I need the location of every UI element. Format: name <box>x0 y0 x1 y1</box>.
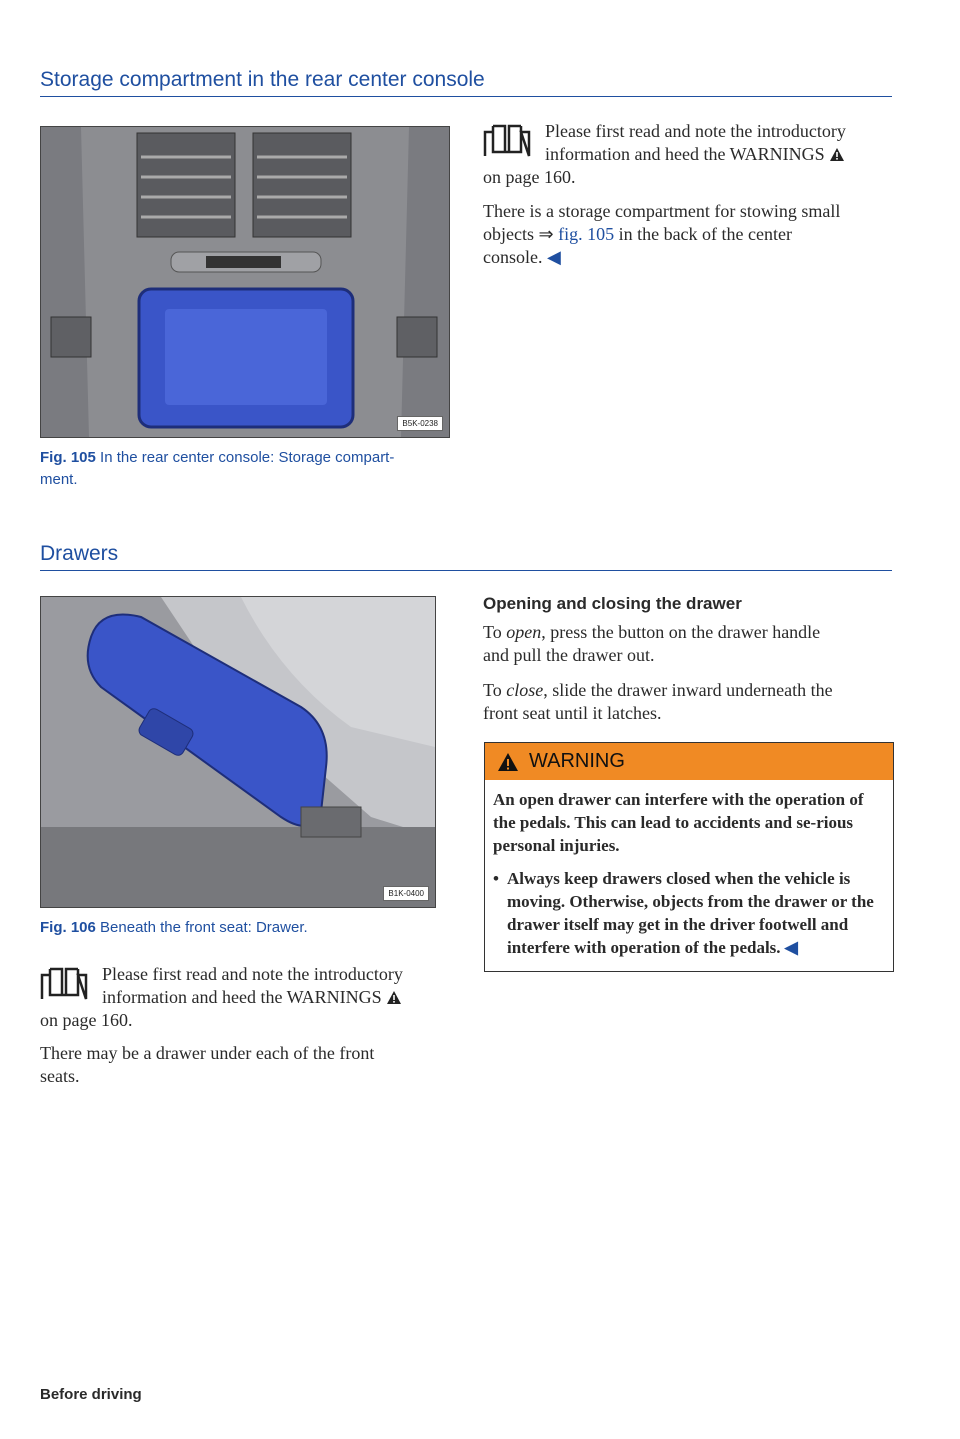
note-line-2 <box>40 986 450 1009</box>
figure-106-caption <box>40 917 460 939</box>
body-line-3 <box>483 246 893 269</box>
caption-text: Beneath the front seat: Drawer. <box>100 919 308 936</box>
fig-105-link[interactable]: fig. 105 <box>558 224 615 244</box>
figure-number: Fig. 105 <box>40 449 96 466</box>
warning-title: WARNING <box>529 750 625 772</box>
drawers-body-text <box>40 1042 450 1088</box>
figure-105-caption <box>40 447 460 491</box>
body-line-1: There may be a drawer under each of the front <box>40 1043 375 1063</box>
warning-bullet-text: Always keep drawers closed when the vehicle is moving. Otherwise, objects from the drawer or the drawer itself may get in the driver footwell and interfere with operation of the pedals. <box>507 869 874 957</box>
figure-code: B5K-0238 <box>397 416 443 431</box>
note-line-2 <box>483 143 893 166</box>
warning-paragraph: An open drawer can interfere with the operation of the pedals. This can lead to accidents and se-rious personal injuries. <box>493 790 864 855</box>
open-post: , press the button on the drawer handle <box>541 622 821 642</box>
warning-triangle-icon <box>386 990 402 1005</box>
warning-body <box>485 780 893 971</box>
figure-105-image <box>40 126 450 438</box>
page-footer: Before driving <box>40 1386 142 1403</box>
end-of-section-icon: ◀ <box>546 247 561 267</box>
section-heading-drawers <box>40 542 892 571</box>
body-line-3-text: console. <box>483 247 543 267</box>
note-line-3: on page 160. <box>40 1010 133 1030</box>
bullet-icon: • <box>493 869 499 888</box>
warning-triangle-icon <box>497 752 519 772</box>
close-line-2: front seat until it latches. <box>483 703 662 723</box>
warning-box <box>484 742 894 972</box>
section-heading-storage <box>40 68 892 97</box>
body-line-2: seats. <box>40 1066 80 1086</box>
close-pre: To <box>483 680 507 700</box>
storage-body-text <box>483 200 893 269</box>
subhead-opening-closing: Opening and closing the drawer <box>483 594 742 613</box>
book-icon <box>40 965 88 1001</box>
intro-note-1 <box>483 120 893 189</box>
open-line-2: and pull the drawer out. <box>483 645 655 665</box>
note-line-1: Please first read and note the introductory <box>545 121 846 141</box>
figure-106-image <box>40 596 436 908</box>
close-line-1 <box>483 679 893 702</box>
note-line-2-text: information and heed the WARNINGS <box>545 144 825 164</box>
close-post: , slide the drawer inward underneath the <box>543 680 833 700</box>
close-em: close <box>506 680 544 700</box>
warning-bullet <box>493 867 885 959</box>
open-pre: To <box>483 622 507 642</box>
warning-header <box>485 743 893 780</box>
caption-text-cont: ment. <box>40 471 78 488</box>
heading-text: Drawers <box>40 542 119 565</box>
intro-note-2 <box>40 963 450 1032</box>
open-line-1 <box>483 621 893 644</box>
rear-console-illustration <box>41 127 449 437</box>
figure-number: Fig. 106 <box>40 919 96 936</box>
warning-triangle-icon <box>829 147 845 162</box>
warning-bullet-wrap <box>507 867 885 959</box>
open-close-text <box>483 621 893 725</box>
body-line-2-pre: objects ⇒ <box>483 224 559 244</box>
note-line-2-text: information and heed the WARNINGS <box>102 987 382 1007</box>
figure-code: B1K-0400 <box>383 886 429 901</box>
note-line-1: Please first read and note the introductory <box>102 964 403 984</box>
caption-text: In the rear center console: Storage compart- <box>100 449 395 466</box>
end-of-section-icon: ◀ <box>784 938 798 957</box>
open-em: open <box>506 622 542 642</box>
note-line-3: on page 160. <box>483 167 576 187</box>
body-line-1: There is a storage compartment for stowing small <box>483 201 841 221</box>
book-icon <box>483 122 531 158</box>
drawer-illustration <box>41 597 435 907</box>
body-line-2 <box>483 223 893 246</box>
body-line-2-post: in the back of the center <box>614 224 792 244</box>
heading-text: Storage compartment in the rear center console <box>40 68 485 91</box>
